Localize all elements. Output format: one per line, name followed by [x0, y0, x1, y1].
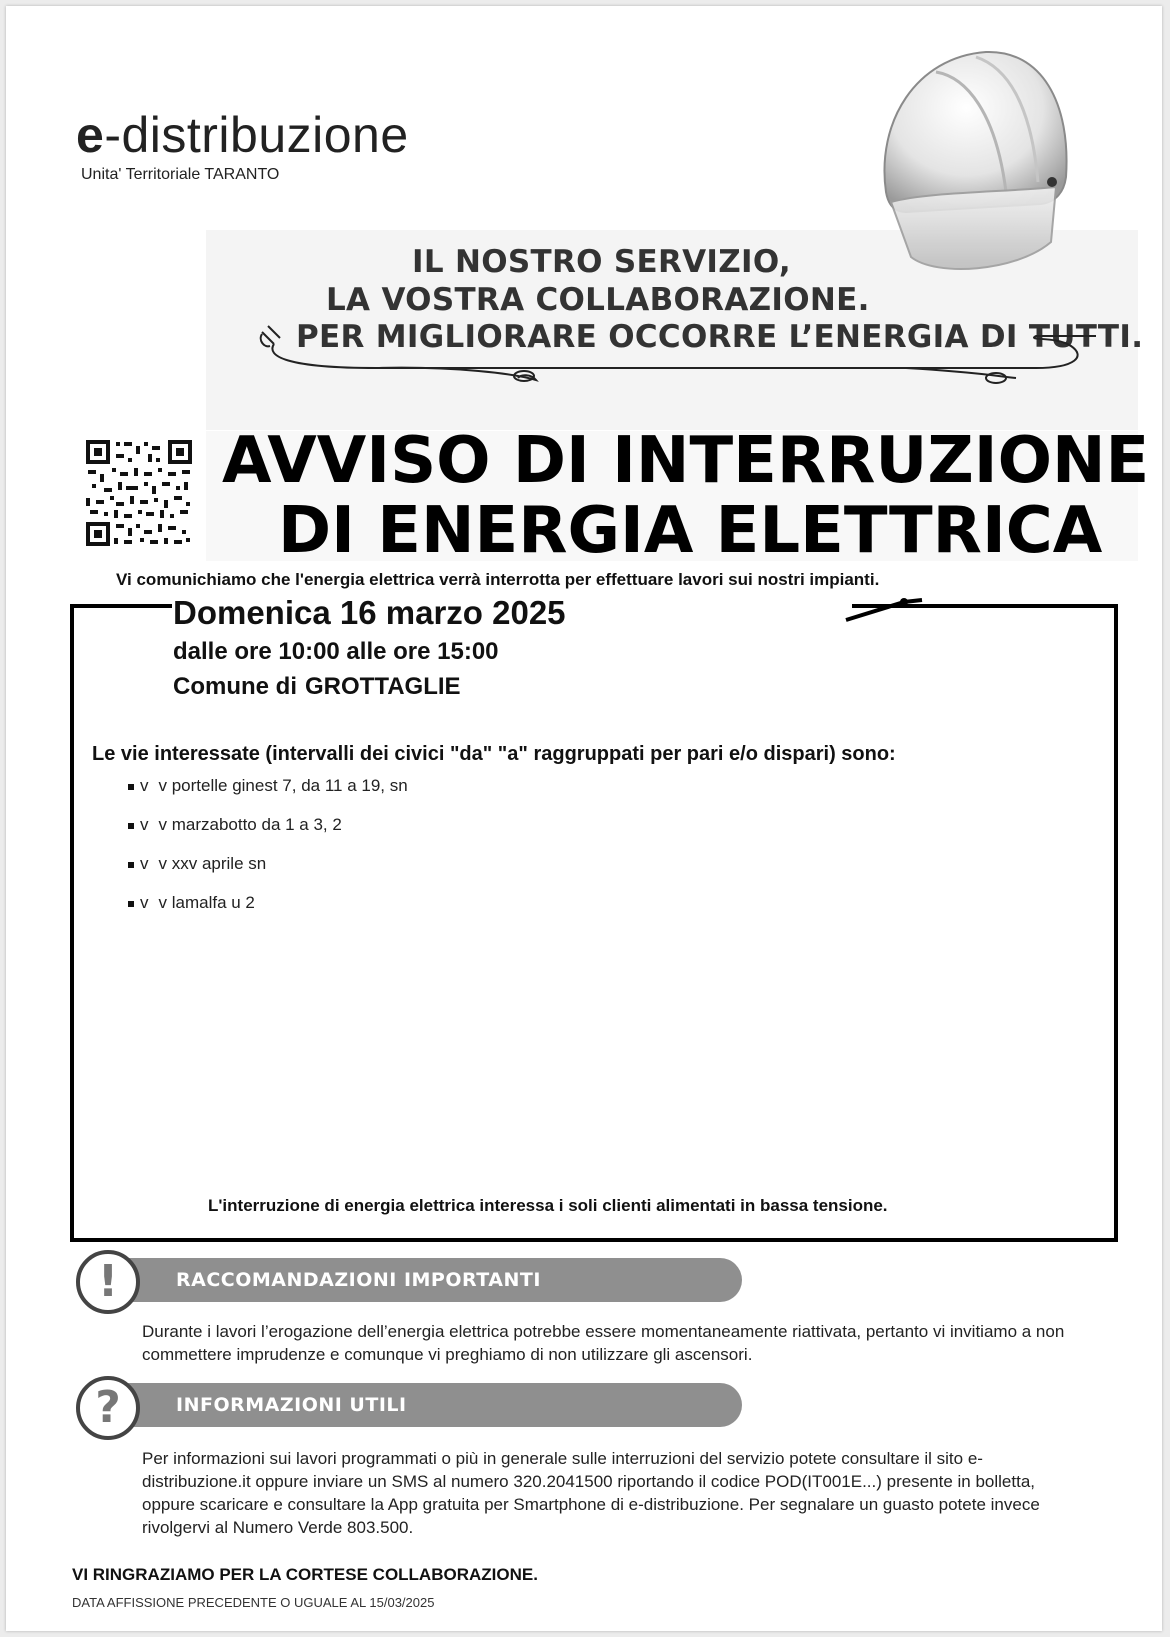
street-item — [128, 854, 408, 893]
street-prefix: v — [140, 815, 149, 834]
qr-code — [84, 438, 194, 548]
notice-sheet — [6, 6, 1162, 1631]
logo-text: -distribuzione — [104, 107, 409, 163]
slogan-line-1: IL NOSTRO SERVIZIO, — [412, 244, 791, 280]
interruption-hours: dalle ore 10:00 alle ore 15:00 — [173, 638, 499, 665]
wire-icon — [844, 594, 924, 624]
comune — [173, 673, 461, 701]
thanks-text: VI RINGRAZIAMO PER LA CORTESE COLLABORAZIONE. — [72, 1565, 538, 1584]
bullet-icon — [128, 784, 134, 790]
bullet-icon — [128, 862, 134, 868]
street-item — [128, 815, 408, 854]
posting-date: DATA AFFISSIONE PRECEDENTE O UGUALE AL 15/03/2025 — [72, 1595, 435, 1610]
street-text: v lamalfa u 2 — [158, 893, 255, 912]
helmet-image — [866, 42, 1076, 282]
low-voltage-note: L'interruzione di energia elettrica interessa i soli clienti alimentati in bassa tensione. — [208, 1196, 888, 1215]
territorial-unit: Unita' Territoriale TARANTO — [81, 166, 280, 183]
exclamation-icon: ! — [76, 1250, 140, 1314]
street-text: v portelle ginest 7, da 11 a 19, sn — [158, 776, 408, 795]
street-text: v marzabotto da 1 a 3, 2 — [158, 815, 342, 834]
company-logo — [76, 106, 409, 164]
recommendations-text: Durante i lavori l’erogazione dell’energia elettrica potrebbe essere momentaneamente riattivata, pertanto vi invitiamo a non commettere imprudenze e comunque vi preghiamo di non utilizzare gli ascensori. — [142, 1322, 1065, 1364]
notice-title-line-1: AVVISO DI INTERRUZIONE — [222, 424, 1150, 498]
comune-name: GROTTAGLIE — [305, 673, 461, 700]
street-text: v xxv aprile sn — [158, 854, 267, 873]
slogan-line-3: PER MIGLIORARE OCCORRE L’ENERGIA DI TUTTI. — [296, 319, 1144, 355]
bullet-icon — [128, 823, 134, 829]
bullet-icon — [128, 901, 134, 907]
street-prefix: v — [140, 776, 149, 795]
street-prefix: v — [140, 893, 149, 912]
street-item — [128, 776, 408, 815]
question-icon: ? — [76, 1376, 140, 1440]
logo-e: e — [76, 107, 105, 163]
info-title: INFORMAZIONI UTILI — [176, 1394, 407, 1416]
info-text: Per informazioni sui lavori programmati o più in generale sulle interruzioni del servizio potete consultare il sito e-distribuzione.it oppure inviare un SMS al numero 320.2041500 riportando il codice POD(IT001E...) presente in bolletta, oppure scaricare e consultare la App gratuita per Smartphone di e-distribuzione. Per segnalare un guasto potete invece rivolgervi al Numero Verde 803.500. — [142, 1449, 1040, 1537]
streets-list — [128, 776, 408, 932]
slogan-line-2: LA VOSTRA COLLABORAZIONE. — [326, 282, 870, 318]
plug-cable-icon — [256, 316, 1136, 396]
notice-title-line-2: DI ENERGIA ELETTRICA — [278, 494, 1103, 568]
recommendations-title: RACCOMANDAZIONI IMPORTANTI — [176, 1269, 541, 1291]
street-prefix: v — [140, 854, 149, 873]
streets-title: Le vie interessate (intervalli dei civici "da" "a" raggruppati per pari e/o dispari) sono: — [92, 743, 896, 765]
intro-text: Vi comunichiamo che l'energia elettrica verrà interrotta per effettuare lavori sui nostri impianti. — [116, 570, 880, 589]
comune-label: Comune di — [173, 673, 297, 700]
street-item — [128, 893, 408, 932]
interruption-date: Domenica 16 marzo 2025 — [173, 594, 566, 631]
